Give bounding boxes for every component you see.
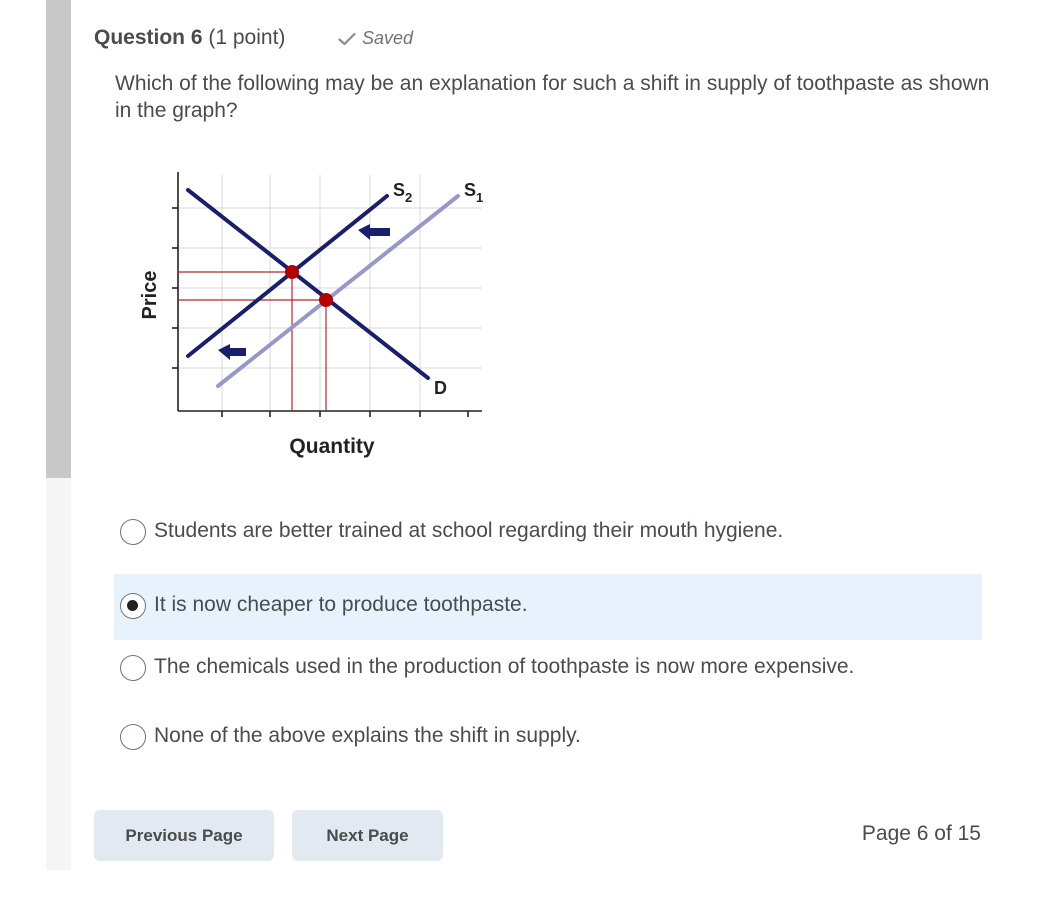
answer-choice-label[interactable]: The chemicals used in the production of toothpaste is now more expensive.: [154, 655, 855, 678]
answer-choice-label[interactable]: It is now cheaper to produce toothpaste.: [154, 593, 528, 616]
radio-dot-icon: [127, 600, 138, 611]
equilibrium-guides: [178, 272, 326, 411]
checkmark-icon: [338, 32, 356, 46]
question-number: Question 6: [94, 26, 203, 49]
graph-grid: [178, 175, 482, 410]
radio-button[interactable]: [120, 519, 146, 545]
question-header: [94, 26, 285, 50]
supply-old-label: $S_1$: [464, 180, 484, 205]
equilibrium-point-old: [319, 293, 333, 307]
supply-new-label: $S_2$: [393, 180, 413, 205]
previous-page-button[interactable]: Previous Page: [94, 810, 274, 861]
page-indicator: Page 6 of 15: [861, 822, 981, 845]
next-page-button[interactable]: Next Page: [292, 810, 443, 861]
supply-curve-old: [218, 196, 458, 386]
answer-choice-label[interactable]: Students are better trained at school regarding their mouth hygiene.: [154, 519, 784, 542]
answer-choice[interactable]: [114, 705, 982, 771]
question-points: (1 point): [208, 26, 286, 49]
saved-status: [338, 28, 413, 49]
answer-choice[interactable]: [114, 636, 982, 702]
graph-ylabel: Price: [139, 270, 161, 320]
saved-label: Saved: [362, 28, 414, 48]
graph-xlabel: Quantity: [289, 435, 375, 458]
question-text: Which of the following may be an explanation for such a shift in supply of toothpaste as shown in the graph?: [115, 72, 990, 122]
shift-arrow-icon: [358, 224, 390, 240]
answer-choice[interactable]: [114, 500, 982, 566]
equilibrium-point-new: [285, 265, 299, 279]
answer-choice-label[interactable]: None of the above explains the shift in supply.: [154, 724, 581, 747]
demand-label: D: [434, 378, 447, 398]
radio-button[interactable]: [120, 724, 146, 750]
radio-button[interactable]: [120, 655, 146, 681]
scrollbar-thumb[interactable]: [46, 0, 71, 478]
radio-button-checked[interactable]: [120, 593, 146, 619]
supply-demand-graph: [132, 170, 492, 470]
answer-choice-selected[interactable]: [114, 574, 982, 640]
